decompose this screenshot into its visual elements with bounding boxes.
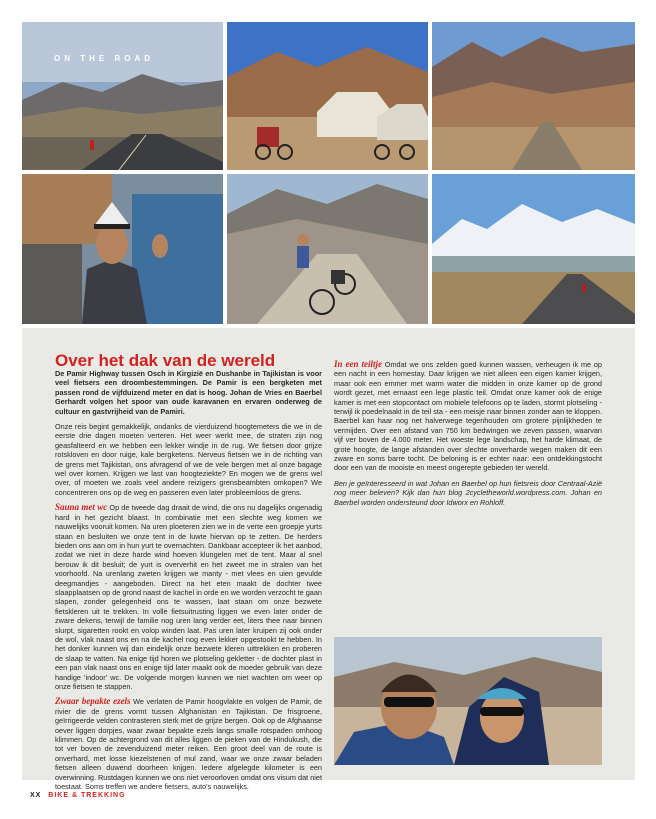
- paragraph-opening: Onze reis begint gemakkelijk, ondanks de vierduizend hoogtemeters die we in de eerste drie dagen moeten verteren. Het weer werkt mee, de straten zijn nog geasfalteerd en we hebben een lekker windje in de rug. We fietsen door grijze rotskloven en door ruige, kale bergketens. Nerveus fietsen we in de richting van de grens met Tajikistan, ons afvragend of we de vele bergen met al onze bagage wel over komen. Krijgen we last van hoogteziekte? En mogen we de grens wel over, of moeten we zoals veel andere reizigers grensbeambten omkopen? We concentreren ons op de weg en passeren even later probleemloos de grens.: [55, 422, 322, 497]
- page-number: XX: [30, 792, 42, 799]
- photo-cyclist-pushing: [227, 174, 428, 324]
- photo-local-man: [22, 174, 223, 324]
- blog-note: Ben je geïnteresseerd in wat Johan en Baerbel op hun fietsreis door Centraal-Azië nog meer beleven? Kijk dan hun blog 2cycletheworld.wordpress.com. Johan en Baerbel worden ondersteund door Idworx en Rohloff.: [334, 478, 602, 507]
- paragraph-teiltje: Omdat we ons zelden goed kunnen wassen, verheugen ik me op een nacht in een homestay. Daar krijgen we niet alleen een eigen kamer krijgen, maar ook een emmer met warm water die midden in onze kamer op de grond wordt gezet, met ernaast een lege plastic teil. Omdat onze kamer ook de enige kamer is met een stopcontact om mobiele telefoons op te laden, stormt plotseling - terwijl ik poedelnaakt in de teil sta - een meisje naar binnen zonder aan te kloppen. Baerbel kan haar nog net halverwege tegenhouden om grotere pijnlijkheden te vermijden. Over een afstand van 750 km bedwingen we zeven passen, waarvan vijf ver boven de 4.000 meter. Het woeste lege landschap, het harde klimaat, de grote hoogte, de lange afstanden over slechte onverharde wegen maken dit een zware en soms barre tocht. De beloning is er echter naar: een ontdekkingstocht door een van de mooiste en meest ongerepte gebieden ter wereld.: [334, 360, 602, 473]
- photo-yurt-camp: [227, 22, 428, 170]
- photo-road-cyclist: [22, 22, 223, 170]
- paragraph-sauna: Op de tweede dag draait de wind, die ons nu dagelijks ongenadig hard in het gezicht blaast. In combinatie met een slechte weg komen we nauwelijks vooruit komen. Na uren ploeteren zien we in de verte een groepje yurts staan en besluiten we onze tent in de luwte hiervan op te zetten. De herders bieden ons aan om in hun yurt te overnachten. Dankbaar accepteer ik het aanbod, zodat we niet in deze harde wind hoeven klungelen met de tent. Maar al snel berouw ik dit besluit; de yurt is oververhit en het zweet me in stralen van het voorhoofd. Na urenlang zweten krijgen we manty - met vlees en uien gevulde deegmandjes - aangeboden. Direct na het eten maakt de dochter twee slaapplaatsen op de grond naast de kachel in orde en we worden verzocht te gaan slapen, zonder gelegenheid ons te wassen, laat staan om onze bezwete fietskleren uit te trekken. In volle fietsuitrusting liggen we even later onder de zware dekens, terwijl de familie nog uren lang verder eet, liters thee naar binnen slurpt, sigaretten rookt en volop winden laat. Pas uren later kruipen zij ook onder de wol, vlak naast ons en na de kachel nog even lekker opgestookt te hebben. In het donker kunnen wij dan eindelijk onze bezwete kleren uittrekken en proberen de slaap te vatten. Na enige tijd horen we plotseling gekletter - de dochter plast in een pan vlak naast ons en enige tijd later maakt ook de moeder gebruik van deze handige 'indoor' wc. De volgende morgen kunnen we niet wachten om weer op onze fietsen te stappen.: [55, 503, 323, 691]
- column-right: [334, 360, 602, 513]
- section-kicker: ON THE ROAD: [54, 54, 154, 63]
- subheading-sauna: Sauna met wc: [55, 502, 108, 513]
- page-footer: [30, 792, 126, 799]
- photo-mountain-valley: [432, 22, 635, 170]
- article-title: Over het dak van de wereld: [55, 351, 276, 371]
- magazine-name: BIKE & TREKKING: [48, 792, 126, 799]
- article-intro: De Pamir Highway tussen Osch in Kirgizië en Dushanbe in Tajikistan is voor veel fietsers een droombestemmingen. De Pamir is een bergketen met passen rond de vijfduizend meter en dat is hoog. Johan de Vries en Baerbel Gerhardt volgen het spoor van oude karavanen en ervaren onderweg de cultuur en gastvrijheid van de Pamiri.: [55, 369, 322, 416]
- subheading-ezels: Zwaar bepakte ezels: [55, 696, 131, 707]
- column-left: [55, 369, 322, 797]
- photo-couple-selfie: [334, 637, 602, 765]
- photo-snow-peaks-road: [432, 174, 635, 324]
- subheading-teiltje: In een teiltje: [334, 359, 382, 369]
- paragraph-ezels: We verlaten de Pamir hoogvlakte en volgen de Pamir, de rivier die de grens vormt tussen Afghanistan en Tajikistan. De frisgroene, geïrrigeerde velden contrasteren sterk met de grijze bergen. Ook op de Afghaanse oever liggen dorpjes, waar zwaar bepakte ezels langs smalle rotspaden omhoog klimmen. Op de achtergrond van dit alles liggen de pieken van de Hindukush, die tot ver boven de zevenduizend meter reiken. Een groot deel van de route is onverhard, met losse kiezelstenen of mul zand, waar we onze zwaar beladen fietsen alleen duwend doorheen krijgen. Iedere afgelegde kilometer is een overwinning. Rustdagen kunnen we ons niet veroorloven omdat ons visum dat niet toestaat. Soms treffen we andere fietsers, auto's nauwelijks.: [55, 697, 323, 792]
